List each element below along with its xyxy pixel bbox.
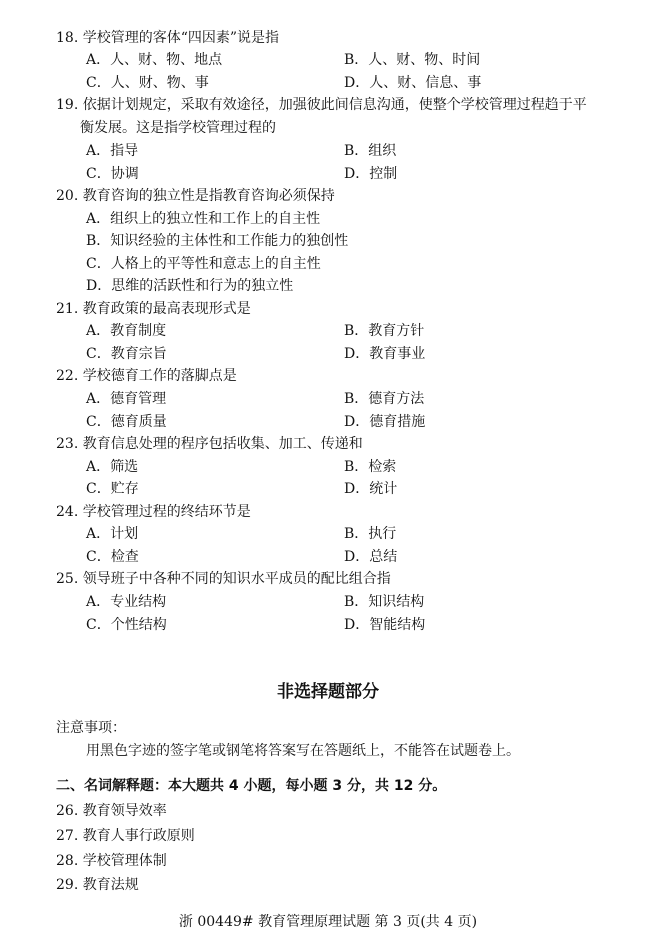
part2-heading: 二、名词解释题：本大题共 4 小题，每小题 3 分，共 12 分。 <box>56 778 447 794</box>
question-23-option-c: C．贮存 <box>86 481 139 497</box>
question-19-option-d: D．控制 <box>344 166 398 182</box>
question-24-stem: 24. 学校管理过程的终结环节是 <box>56 504 251 520</box>
question-19-option-a: A．指导 <box>86 143 139 159</box>
page-footer: 浙 00449# 教育管理原理试题 第 3 页(共 4 页) <box>178 914 478 930</box>
question-25-option-c: C．个性结构 <box>86 617 167 633</box>
question-19-option-b: B．组织 <box>344 143 397 159</box>
question-19-stem-continued: 衡发展。这是指学校管理过程的 <box>80 120 276 136</box>
section-title: 非选择题部分 <box>277 682 379 702</box>
question-20-option-d: D．思维的活跃性和行为的独立性 <box>86 278 294 294</box>
question-24-option-c: C．检查 <box>86 549 139 565</box>
question-21-option-a: A．教育制度 <box>86 323 167 339</box>
question-25-option-a: A．专业结构 <box>86 594 167 610</box>
question-23-option-b: B．检索 <box>344 459 397 475</box>
question-28: 28. 学校管理体制 <box>56 853 167 869</box>
question-23-option-d: D．统计 <box>344 481 398 497</box>
question-27: 27. 教育人事行政原则 <box>56 828 195 844</box>
question-29: 29. 教育法规 <box>56 877 139 893</box>
question-18-option-b: B．人、财、物、时间 <box>344 52 481 68</box>
notice-heading: 注意事项： <box>56 720 126 736</box>
question-18-option-c: C．人、财、物、事 <box>86 75 209 91</box>
question-25-option-d: D．智能结构 <box>344 617 426 633</box>
question-25-stem: 25. 领导班子中各种不同的知识水平成员的配比组合指 <box>56 571 391 587</box>
question-24-option-b: B．执行 <box>344 526 397 542</box>
question-18-option-d: D．人、财、信息、事 <box>344 75 482 91</box>
question-18-stem: 18. 学校管理的客体“四因素”说是指 <box>56 30 280 46</box>
question-26: 26. 教育领导效率 <box>56 803 167 819</box>
question-21-option-b: B．教育方针 <box>344 323 425 339</box>
question-25-option-b: B．知识结构 <box>344 594 425 610</box>
question-23-option-a: A．筛选 <box>86 459 139 475</box>
question-22-stem: 22. 学校德育工作的落脚点是 <box>56 368 237 384</box>
question-20-stem: 20. 教育咨询的独立性是指教育咨询必须保持 <box>56 188 335 204</box>
question-22-option-a: A．德育管理 <box>86 391 167 407</box>
question-20-option-b: B．知识经验的主体性和工作能力的独创性 <box>86 233 349 249</box>
question-23-stem: 23. 教育信息处理的程序包括收集、加工、传递和 <box>56 436 363 452</box>
question-21-stem: 21. 教育政策的最高表现形式是 <box>56 301 251 317</box>
question-22-option-b: B．德育方法 <box>344 391 425 407</box>
question-24-option-d: D．总结 <box>344 549 398 565</box>
question-21-option-c: C．教育宗旨 <box>86 346 167 362</box>
question-19-stem: 19. 依据计划规定，采取有效途径，加强彼此间信息沟通，使整个学校管理过程趋于平 <box>56 97 587 113</box>
question-24-option-a: A．计划 <box>86 526 139 542</box>
question-21-option-d: D．教育事业 <box>344 346 426 362</box>
question-18-option-a: A．人、财、物、地点 <box>86 52 223 68</box>
notice-body: 用黑色字迹的签字笔或钢笔将答案写在答题纸上，不能答在试题卷上。 <box>86 743 520 759</box>
question-19-option-c: C．协调 <box>86 166 139 182</box>
question-22-option-d: D．德育措施 <box>344 414 426 430</box>
question-20-option-c: C．人格上的平等性和意志上的自主性 <box>86 256 321 272</box>
question-20-option-a: A．组织上的独立性和工作上的自主性 <box>86 211 321 227</box>
question-22-option-c: C．德育质量 <box>86 414 167 430</box>
